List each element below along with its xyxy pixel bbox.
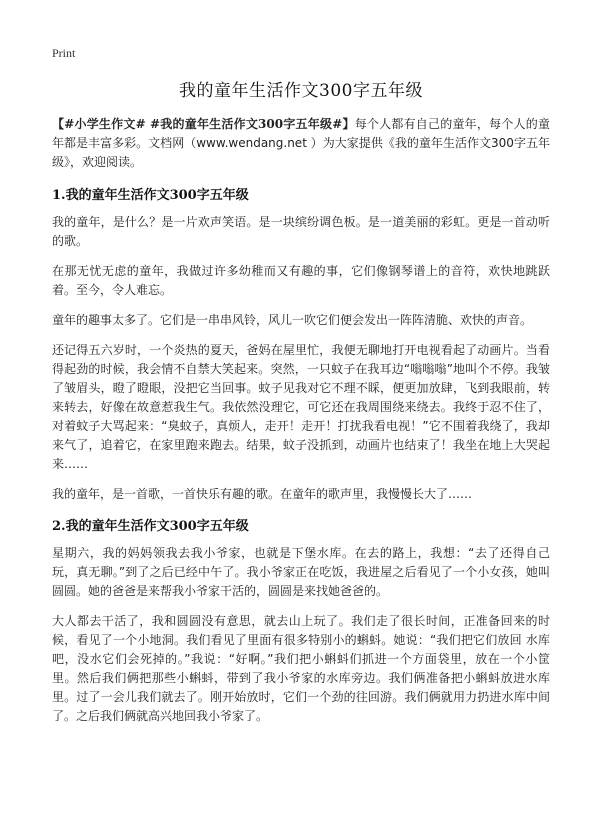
paragraph: 我的童年，是什么？是一片欢声笑语。是一块缤纷调色板。是一道美丽的彩虹。更是一首动听的歌。 [52, 215, 550, 248]
intro-paragraph [52, 115, 550, 172]
paragraph: 大人都去干活了，我和圆圆没有意思，就去山上玩了。我们走了很长时间，正准备回来的时候，看见了一个小地洞。我们看见了里面有很多特别小的蝌蚪。她说：“我们把它们放回 水库吧，没水它们会死掉的。”我说：“好啊。”我们把小蝌蚪们抓进一个方面袋里，放在一个小筐里。然后我们俩把那些小蝌蚪，带到了我小爷家的水库旁边。我们俩准备把小蝌蚪放进水库里。过了一会儿我们就去了。刚开始放时，它们一个劲的往回游。我们俩就用力扔进水库中间了。之后我们俩就高兴地回我小爷家了。 [52, 614, 550, 723]
paragraph: 还记得五六岁时，一个炎热的夏天，爸妈在屋里忙，我便无聊地打开电视看起了动画片。当看得起劲的时候，我会情不自禁大笑起来。突然，一只蚊子在我耳边“嗡嗡嗡”地叫个不停。我皱了皱眉头，瞪了瞪眼，没把它当回事。蚊子见我对它不理不睬，便更加放肆，飞到我眼前，转来转去，好像在故意惹我生气。我依然没理它，可它还在我周围绕来绕去。我终于忍不住了，对着蚊子大骂起来：“臭蚊子，真烦人，走开！走开！打扰我看电视！”它不围着我绕了，我却来气了，追着它，在家里跑来跑去。结果，蚊子没抓到，动画片也结束了！我坐在地上大哭起来…… [52, 343, 550, 471]
section-heading-2: 2.我的童年生活作文300字五年级 [52, 519, 249, 534]
paragraph: 我的童年，是一首歌，一首快乐有趣的歌。在童年的歌声里，我慢慢长大了…… [52, 487, 473, 501]
document-body [52, 76, 550, 737]
page-title: 我的童年生活作文300字五年级 [179, 81, 423, 101]
section-heading-1: 1.我的童年生活作文300字五年级 [52, 188, 249, 203]
paragraph: 在那无忧无虑的童年，我做过许多幼稚而又有趣的事，它们像钢琴谱上的音符，欢快地跳跃着。至今，令人难忘。 [52, 264, 550, 297]
intro-tags: 【#小学生作文# #我的童年生活作文300字五年级#】 [52, 117, 355, 131]
paragraph: 星期六，我的妈妈领我去我小爷家，也就是下堡水库。在去的路上，我想：“去了还得自己玩，真无聊。”到了之后已经中午了。我小爷家正在吃饭，我进屋之后看见了一个小女孩，她叫圆圆。她的爸爸是来帮我小爷家干活的，圆圆是来找她爸爸的。 [52, 546, 550, 598]
paragraph: 童年的趣事太多了。它们是一串串风铃，风儿一吹它们便会发出一阵阵清脆、欢快的声音。 [52, 313, 533, 327]
intro-text: 每个人都有自己的童年，每个人的童年都是丰富多彩。文档网（www.wendang.net ）为大家提供《我的童年生活作文300字五年级》，欢迎阅读。 [52, 117, 550, 169]
print-link[interactable]: Print [52, 46, 76, 60]
